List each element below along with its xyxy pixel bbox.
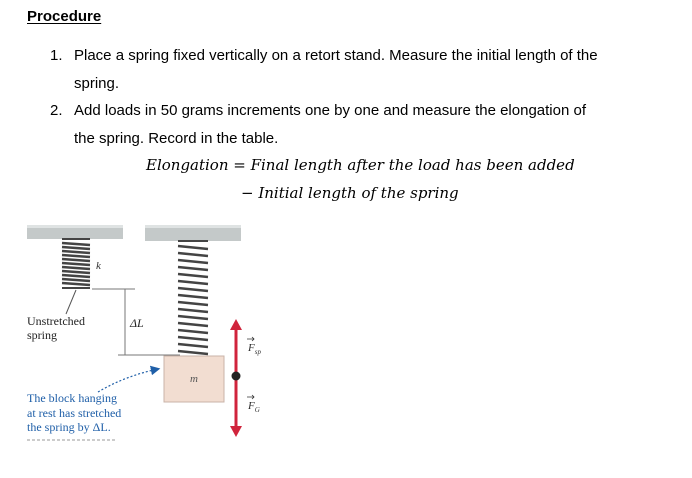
center-of-mass-dot xyxy=(232,372,241,381)
figure-caption: The block hanging at rest has stretched the spring by ΔL. xyxy=(27,391,122,434)
spring-force-label: $F_{sp}$ xyxy=(248,342,261,356)
gravity-force-vector-mark xyxy=(247,395,254,399)
step-number: 1. xyxy=(50,47,63,64)
step-text-line: Add loads in 50 grams increments one by one and measure the elongation of xyxy=(74,102,586,119)
unstretched-spring-label: Unstretched spring xyxy=(27,314,85,342)
elongation-formula-line-1: Elongation = Final length after the load has been added xyxy=(146,156,575,174)
force-arrows xyxy=(230,319,242,437)
stretched-spring xyxy=(178,241,208,354)
caption-pointer-arrow xyxy=(98,369,158,392)
unstretched-leader-line xyxy=(66,290,76,314)
gravity-force-arrowhead xyxy=(230,426,242,437)
spring-force-vector-mark xyxy=(247,337,254,341)
mass-label: m xyxy=(190,373,198,385)
delta-l-label: ΔL xyxy=(130,316,144,330)
step-number: 2. xyxy=(50,102,63,119)
unstretched-spring xyxy=(62,239,90,288)
elongation-formula-line-2: − Initial length of the spring xyxy=(241,184,459,202)
spring-force-arrowhead xyxy=(230,319,242,330)
step-text-line: spring. xyxy=(74,75,120,92)
step-text-line: the spring. Record in the table. xyxy=(74,130,279,147)
step-text-line: Place a spring fixed vertically on a retort stand. Measure the initial length of the xyxy=(74,47,598,64)
gravity-force-label: $F_G$ xyxy=(248,400,260,414)
procedure-heading: Procedure xyxy=(27,8,102,25)
spring-constant-label: k xyxy=(96,260,101,272)
